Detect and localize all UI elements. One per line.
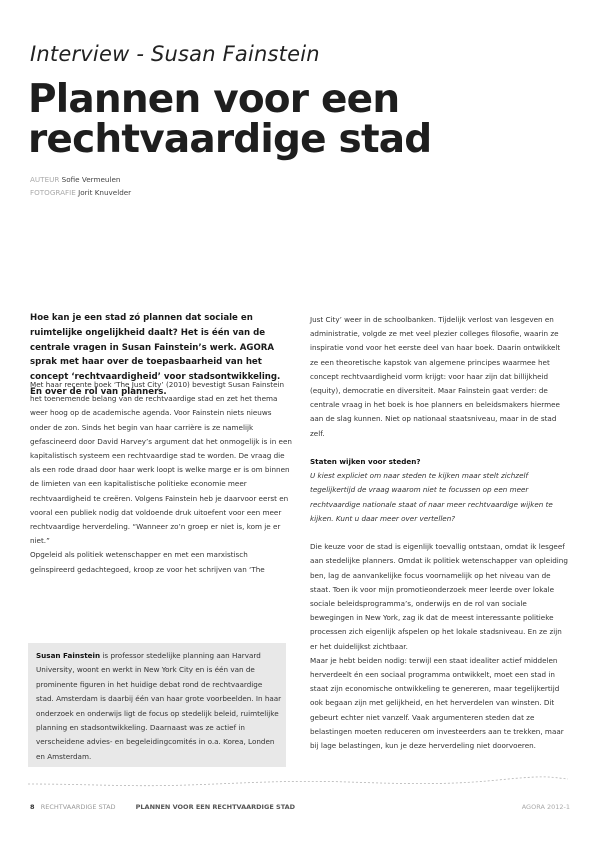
body-paragraph: Die keuze voor de stad is eigenlijk toevallig ontstaan, omdat ik lesgeef aan stedelijke planners. Omdat ik politiek wetenschapper van opleiding ben, lag de aanvankelijke focus voornamelijk op het niveau van de staat. Toen ik voor mijn promotieonderzoek meer leerde over lokale sociale beleidsprogramma’s, onderwijs en de rol van sociale bewegingen in New York, zag ik dat de meest interessante politieke processen zich eigenlijk afspelen op het lokale stadsniveau. En ze zijn er het duidelijkst zichtbaar. xyxy=(310,542,568,651)
body-paragraph: Opgeleid als politiek wetenschapper en met een marxistisch geïnspireerd gedachtegoed, kroop ze voor het schrijven van ‘The xyxy=(30,550,265,574)
bio-description: is professor stedelijke planning aan Harvard University, woont en werkt in New York City en is één van de prominente figuren in het huidige debat rond de rechtvaardige stad. Amsterdam is daarbij één van haar grote voorbeelden. In haar onderzoek en onderwijs ligt de focus op stedelijk beleid, ruimtelijke planning en stadsontwikkeling. Daarnaast was ze actief in verscheidene advies- en begeleidingcomités in o.a. Korea, Londen en Amsterdam. xyxy=(36,651,282,761)
interview-question: U kiest expliciet om naar steden te kijken maar stelt zichzelf tegelijkertijd de vraag waarom niet te focussen op een meer rechtvaardige nationale staat of naar meer rechtvaardige wijken te kijken. Kunt u daar meer over vertellen? xyxy=(310,471,553,523)
body-column-left xyxy=(30,378,292,577)
page-footer xyxy=(30,803,570,811)
photo-line xyxy=(30,186,131,199)
subheading: Staten wijken voor steden? xyxy=(310,457,421,467)
author-label: AUTEUR xyxy=(30,175,60,184)
bio-box xyxy=(28,643,286,767)
article-title: Plannen voor een rechtvaardige stad xyxy=(28,77,432,162)
bio-name: Susan Fainstein xyxy=(36,651,101,660)
article-kicker: Interview - Susan Fainstein xyxy=(30,42,320,66)
credits xyxy=(30,173,131,199)
body-paragraph: Just City’ weer in de schoolbanken. Tijdelijk verlost van lesgeven en administratie, volgde ze met veel plezier colleges filosofie, waarin ze inspiratie vond voor het eerste deel van haar boek. Daarin ontwikkelt ze een theoretische kapstok van algemene principes waarmee het concept rechtvaardigheid vorm krijgt: voor haar zijn dat billijkheid (equity), democratie en diversiteit. Maar Fainstein gaat verder: de centrale vraag in het boek is hoe planners en beleidsmakers hiermee aan de slag kunnen. Niet op nationaal staatsniveau, maar in de stad zelf. xyxy=(310,315,561,438)
body-column-right xyxy=(310,313,570,753)
footer-section: RECHTVAARDIGE STAD xyxy=(40,803,116,811)
lead-paragraph: Hoe kan je een stad zó plannen dat sociale en ruimtelijke ongelijkheid daalt? Het is één van de centrale vragen in Susan Fainstein’s werk. AGORA sprak met haar over de toepasbaarheid van het concept ‘rechtvaardigheid’ voor stadsontwikkeling. En over de rol van planners. xyxy=(30,313,281,397)
page-number: 8 xyxy=(30,803,35,811)
author-line xyxy=(30,173,131,186)
bio-text xyxy=(36,649,282,764)
body-paragraph: Met haar recente boek ‘The Just City’ (2010) bevestigt Susan Fainstein het toenemende belang van de rechtvaardige stad en zet het thema weer hoog op de academische agenda. Voor Fainstein niets nieuws onder de zon. Sinds het begin van haar carrière is ze namelijk gefascineerd door David Harvey’s argument dat het onmogelijk is in een kapitalistisch systeem een rechtvaardige stad te worden. De vraag die als een rode draad door haar werk loopt is welke marge er is om binnen de limieten van een kapitalistische politieke economie meer rechtvaardigheid te creëren. Volgens Fainstein heb je daarvoor eerst en vooral een publiek nodig dat voldoende druk uitoefent voor een meer rechtvaardige herverdeling. “Wanneer zo’n groep er niet is, kom je er niet.” xyxy=(30,380,292,546)
body-paragraph: Maar je hebt beiden nodig: terwijl een staat idealiter actief middelen herverdeelt én een sociaal programma ontwikkelt, moet een stad in staat zijn economische ontwikkeling te genereren, maar tegelijkertijd ook begaan zijn met gelijkheid, en het herverdelen van winsten. Dit gebeurt echter niet vanzelf. Vaak argumenteren steden dat ze belastingen moeten reduceren om investeerders aan te trekken, maar bij lage belastingen, kun je deze herverdeling niet doorvoeren. xyxy=(310,655,564,751)
photographer-name: Jorit Knuvelder xyxy=(78,188,132,197)
photo-label: FOTOGRAFIE xyxy=(30,188,76,197)
footer-article-title: PLANNEN VOOR EEN RECHTVAARDIGE STAD xyxy=(135,803,296,811)
author-name: Sofie Vermeulen xyxy=(61,175,121,184)
footer-issue: AGORA 2012-1 xyxy=(521,803,570,811)
wave-divider xyxy=(28,775,568,789)
